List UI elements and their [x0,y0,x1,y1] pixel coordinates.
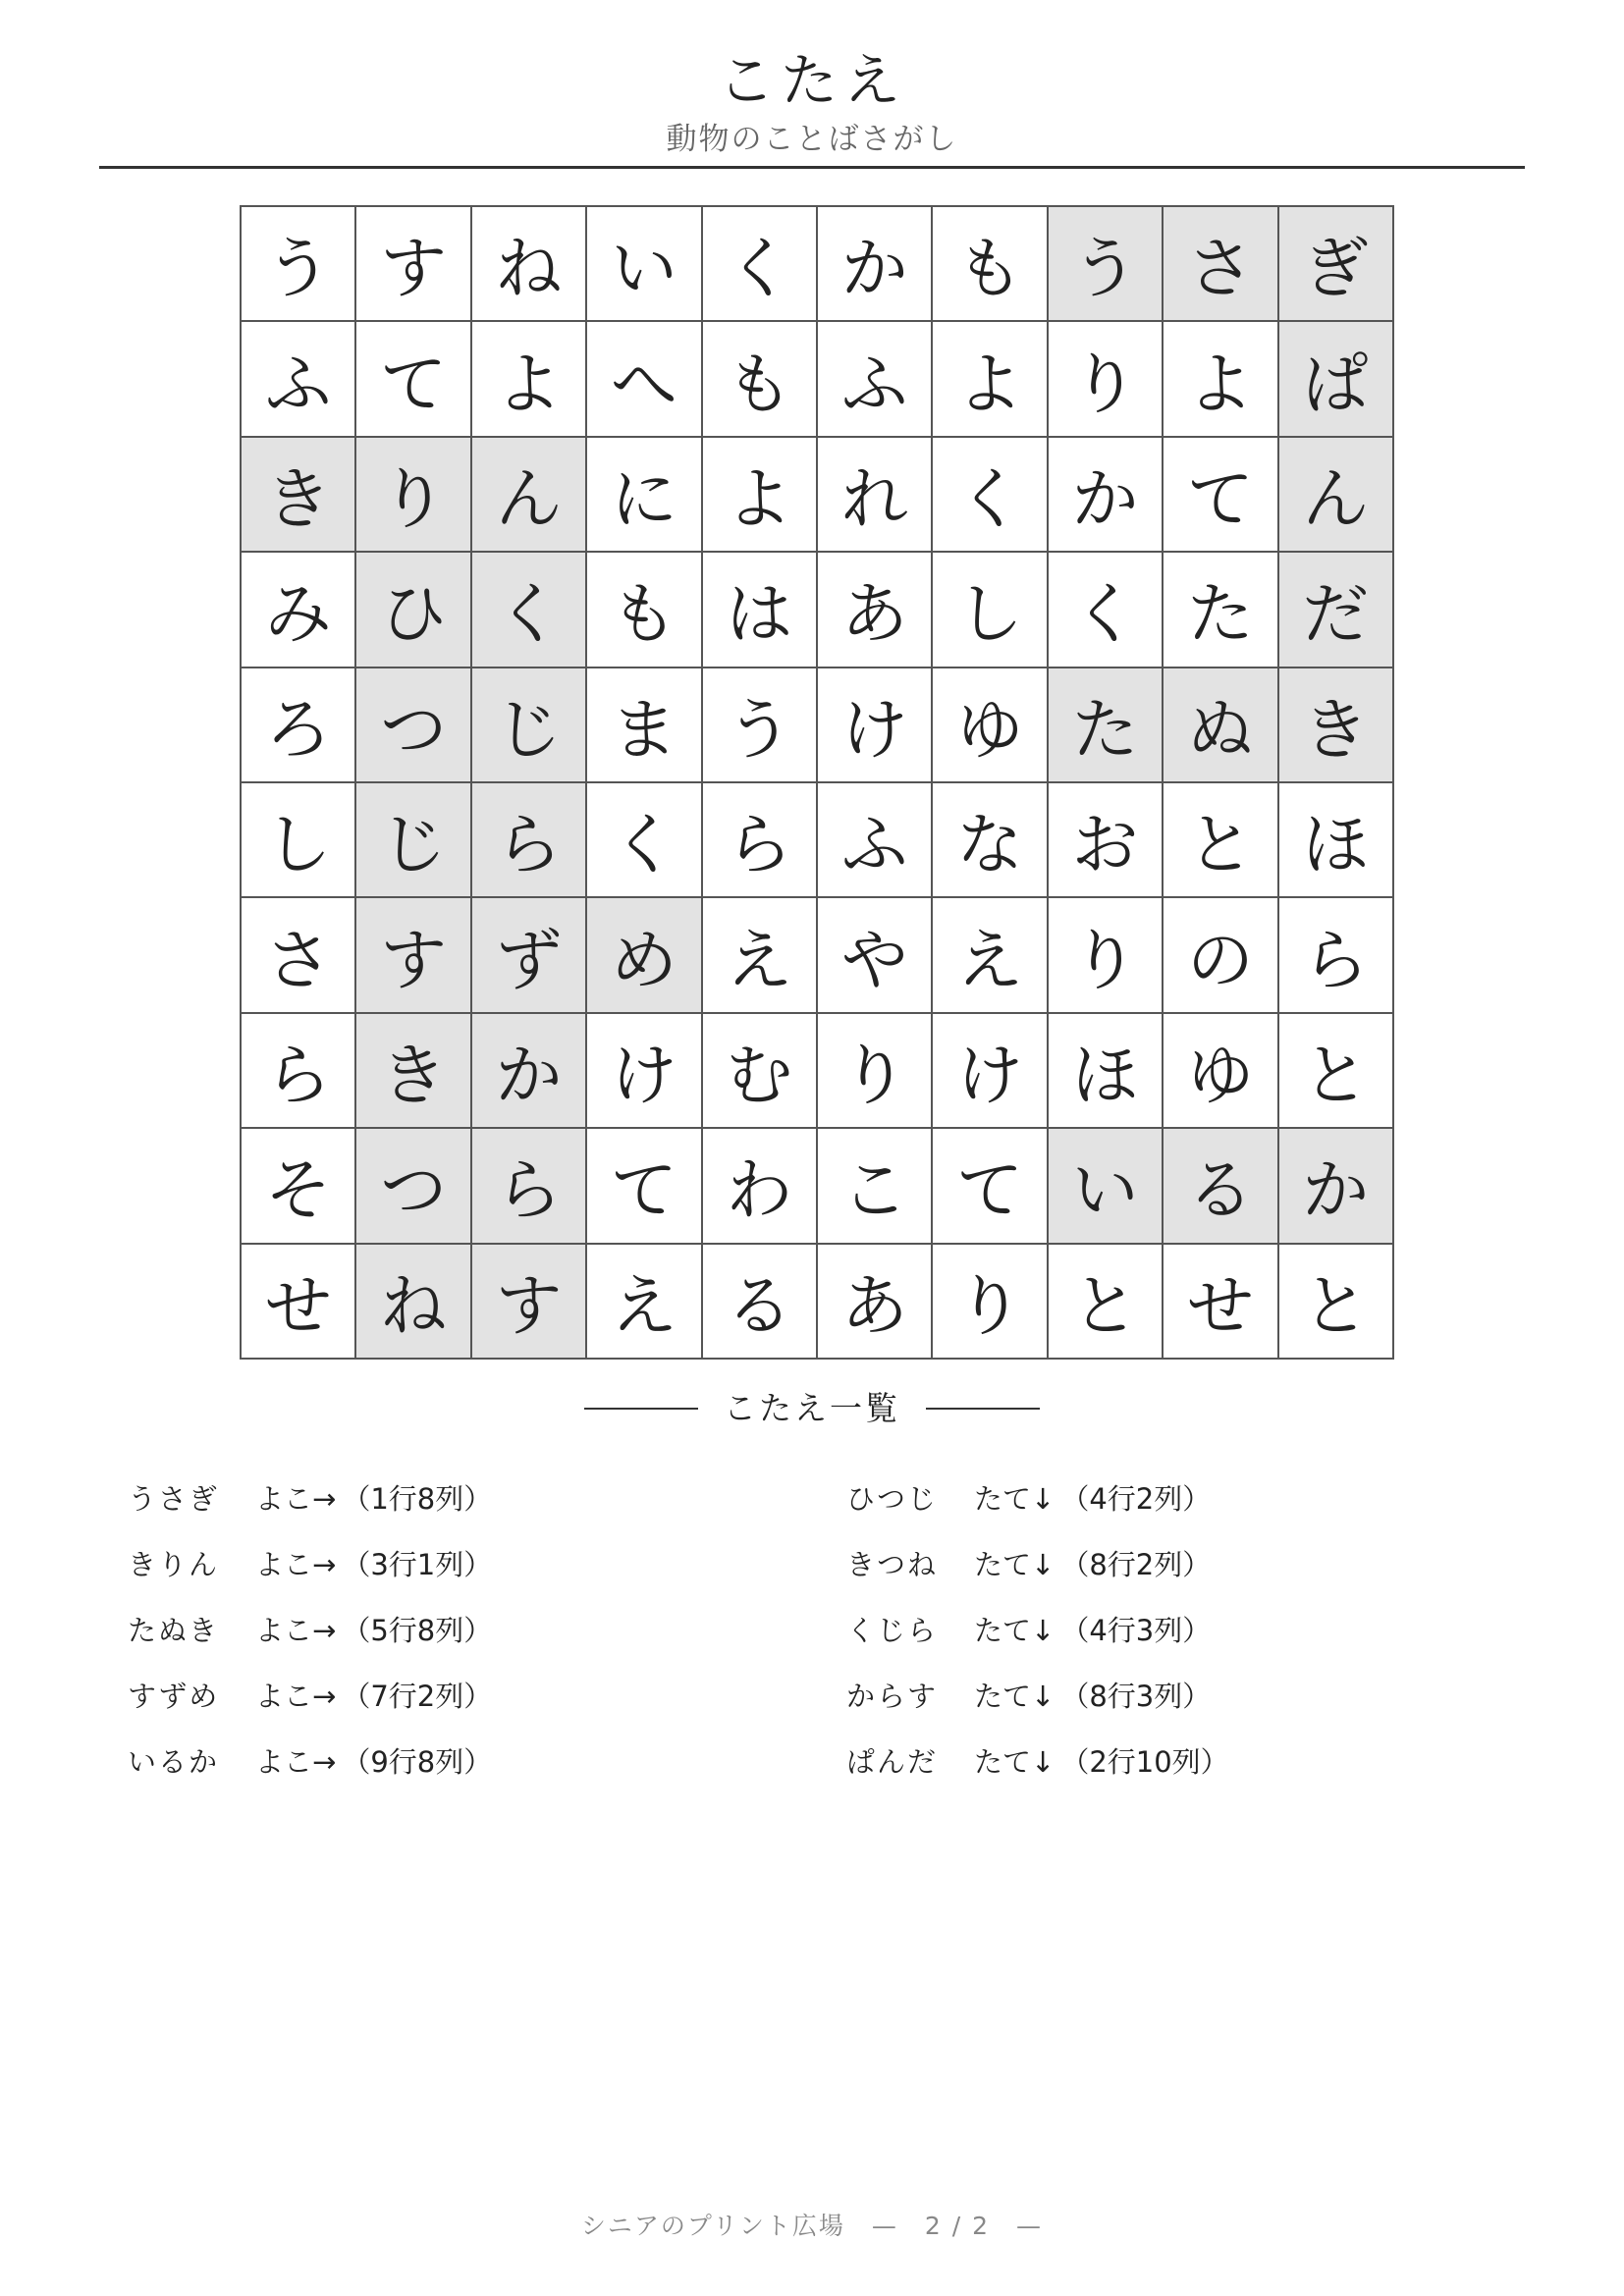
answer-direction: たて↓ [974,1548,1056,1581]
grid-cell: め [587,898,702,1013]
answer-item [128,1465,492,1530]
grid-cell: さ [1164,207,1278,322]
page-title: こたえ [717,47,906,114]
answers-list-horizontal [128,1465,492,1793]
grid-cell: み [242,553,356,667]
answer-direction: たて↓ [974,1614,1056,1647]
grid-cell: ら [472,783,587,898]
grid-cell: れ [818,438,933,553]
grid-cell: は [703,553,818,667]
answers-list-vertical [846,1465,1229,1793]
grid-cell: ひ [356,553,471,667]
grid-cell: と [1279,1014,1394,1129]
grid-cell: さ [242,898,356,1013]
grid-cell: へ [587,322,702,437]
answer-word: いるか [128,1745,220,1779]
grid-cell: く [587,783,702,898]
answer-direction: たて↓ [974,1745,1056,1779]
grid-cell: せ [1164,1245,1278,1360]
answer-word: からす [846,1680,939,1713]
grid-cell: か [1279,1129,1394,1244]
grid-cell: け [818,668,933,783]
grid-cell: り [356,438,471,553]
grid-cell: よ [933,322,1048,437]
answer-position: （8行2列） [1060,1548,1212,1581]
answer-item [846,1728,1229,1793]
grid-cell: あ [818,1245,933,1360]
grid-cell: つ [356,1129,471,1244]
answer-position: （5行8列） [342,1614,493,1647]
grid-cell: わ [703,1129,818,1244]
grid-cell: り [818,1014,933,1129]
grid-cell: え [703,898,818,1013]
grid-cell: や [818,898,933,1013]
grid-cell: ら [703,783,818,898]
grid-cell: き [1279,668,1394,783]
answer-position: （2行10列） [1060,1745,1229,1779]
answer-word: うさぎ [128,1482,220,1516]
grid-cell: て [587,1129,702,1244]
answer-item [128,1728,492,1793]
grid-cell: ず [472,898,587,1013]
grid-cell: き [242,438,356,553]
grid-cell: こ [818,1129,933,1244]
grid-cell: だ [1279,553,1394,667]
grid-cell: せ [242,1245,356,1360]
grid-cell: う [1049,207,1164,322]
page-subtitle: 動物のことばさがし [666,122,958,157]
grid-cell: そ [242,1129,356,1244]
grid-cell: り [1049,898,1164,1013]
answer-direction: たて↓ [974,1482,1056,1516]
grid-cell: り [1049,322,1164,437]
grid-cell: え [587,1245,702,1360]
grid-cell: ら [472,1129,587,1244]
grid-cell: え [933,898,1048,1013]
answer-position: （3行1列） [342,1548,493,1581]
answer-item [846,1662,1229,1728]
grid-cell: し [933,553,1048,667]
grid-cell: よ [703,438,818,553]
title-divider [99,166,1525,169]
answer-direction: たて↓ [974,1680,1056,1713]
answer-word: ぱんだ [846,1745,939,1779]
grid-cell: よ [1164,322,1278,437]
grid-cell: な [933,783,1048,898]
page-footer: シニアのプリント広場 — 2 / 2 — [580,2212,1044,2240]
answer-position: （8行3列） [1060,1680,1212,1713]
grid-cell: す [472,1245,587,1360]
answer-word: ひつじ [846,1482,939,1516]
grid-cell: く [472,553,587,667]
grid-cell: も [703,322,818,437]
grid-cell: ゆ [933,668,1048,783]
grid-cell: ほ [1049,1014,1164,1129]
grid-cell: く [703,207,818,322]
grid-cell: ふ [818,322,933,437]
grid-cell: ぱ [1279,322,1394,437]
grid-cell: お [1049,783,1164,898]
grid-cell: あ [818,553,933,667]
grid-cell: た [1049,668,1164,783]
answer-item [846,1465,1229,1530]
grid-cell: ゆ [1164,1014,1278,1129]
grid-cell: ふ [818,783,933,898]
answer-item [128,1530,492,1596]
answer-word: きつね [846,1548,939,1581]
answer-word: くじら [846,1614,939,1647]
grid-cell: む [703,1014,818,1129]
grid-cell: た [1164,553,1278,667]
grid-cell: る [703,1245,818,1360]
answer-item [846,1596,1229,1662]
grid-cell: と [1049,1245,1164,1360]
grid-cell: つ [356,668,471,783]
grid-cell: り [933,1245,1048,1360]
grid-cell: く [1049,553,1164,667]
grid-cell: ぎ [1279,207,1394,322]
answer-word: きりん [128,1548,220,1581]
answer-direction: よこ→ [255,1614,337,1647]
grid-cell: ま [587,668,702,783]
grid-cell: ん [472,438,587,553]
grid-cell: け [933,1014,1048,1129]
answer-direction: よこ→ [255,1482,337,1516]
answer-word: たぬき [128,1614,220,1647]
answers-heading [0,1384,1624,1433]
grid-cell: き [356,1014,471,1129]
answer-position: （9行8列） [342,1745,493,1779]
grid-cell: い [587,207,702,322]
answers-heading-label: こたえ一覧 [724,1389,900,1427]
grid-cell: ら [1279,898,1394,1013]
grid-cell: ふ [242,322,356,437]
answer-item [128,1662,492,1728]
answer-item [846,1530,1229,1596]
heading-line-right [926,1408,1040,1410]
heading-line-left [584,1408,698,1410]
answer-direction: よこ→ [255,1745,337,1779]
grid-cell: と [1279,1245,1394,1360]
grid-cell: か [472,1014,587,1129]
grid-cell: じ [472,668,587,783]
grid-cell: て [1164,438,1278,553]
grid-cell: け [587,1014,702,1129]
grid-cell: す [356,898,471,1013]
grid-cell: じ [356,783,471,898]
grid-cell: う [242,207,356,322]
grid-cell: ぬ [1164,668,1278,783]
grid-cell: る [1164,1129,1278,1244]
grid-cell: し [242,783,356,898]
grid-cell: い [1049,1129,1164,1244]
answer-position: （7行2列） [342,1680,493,1713]
grid-cell: て [933,1129,1048,1244]
grid-cell: も [587,553,702,667]
grid-cell: も [933,207,1048,322]
answer-position: （4行3列） [1060,1614,1212,1647]
grid-cell: ね [356,1245,471,1360]
answer-direction: よこ→ [255,1680,337,1713]
answer-direction: よこ→ [255,1548,337,1581]
answer-position: （1行8列） [342,1482,493,1516]
grid-cell: ん [1279,438,1394,553]
word-search-grid [240,205,1394,1360]
grid-cell: ね [472,207,587,322]
grid-cell: ほ [1279,783,1394,898]
grid-cell: ら [242,1014,356,1129]
grid-cell: か [1049,438,1164,553]
answer-position: （4行2列） [1060,1482,1212,1516]
answer-word: すずめ [128,1680,220,1713]
answer-item [128,1596,492,1662]
grid-cell: て [356,322,471,437]
grid-cell: よ [472,322,587,437]
grid-cell: か [818,207,933,322]
grid-cell: に [587,438,702,553]
grid-cell: く [933,438,1048,553]
grid-cell: の [1164,898,1278,1013]
grid-cell: す [356,207,471,322]
grid-cell: う [703,668,818,783]
grid-cell: と [1164,783,1278,898]
grid-cell: ろ [242,668,356,783]
